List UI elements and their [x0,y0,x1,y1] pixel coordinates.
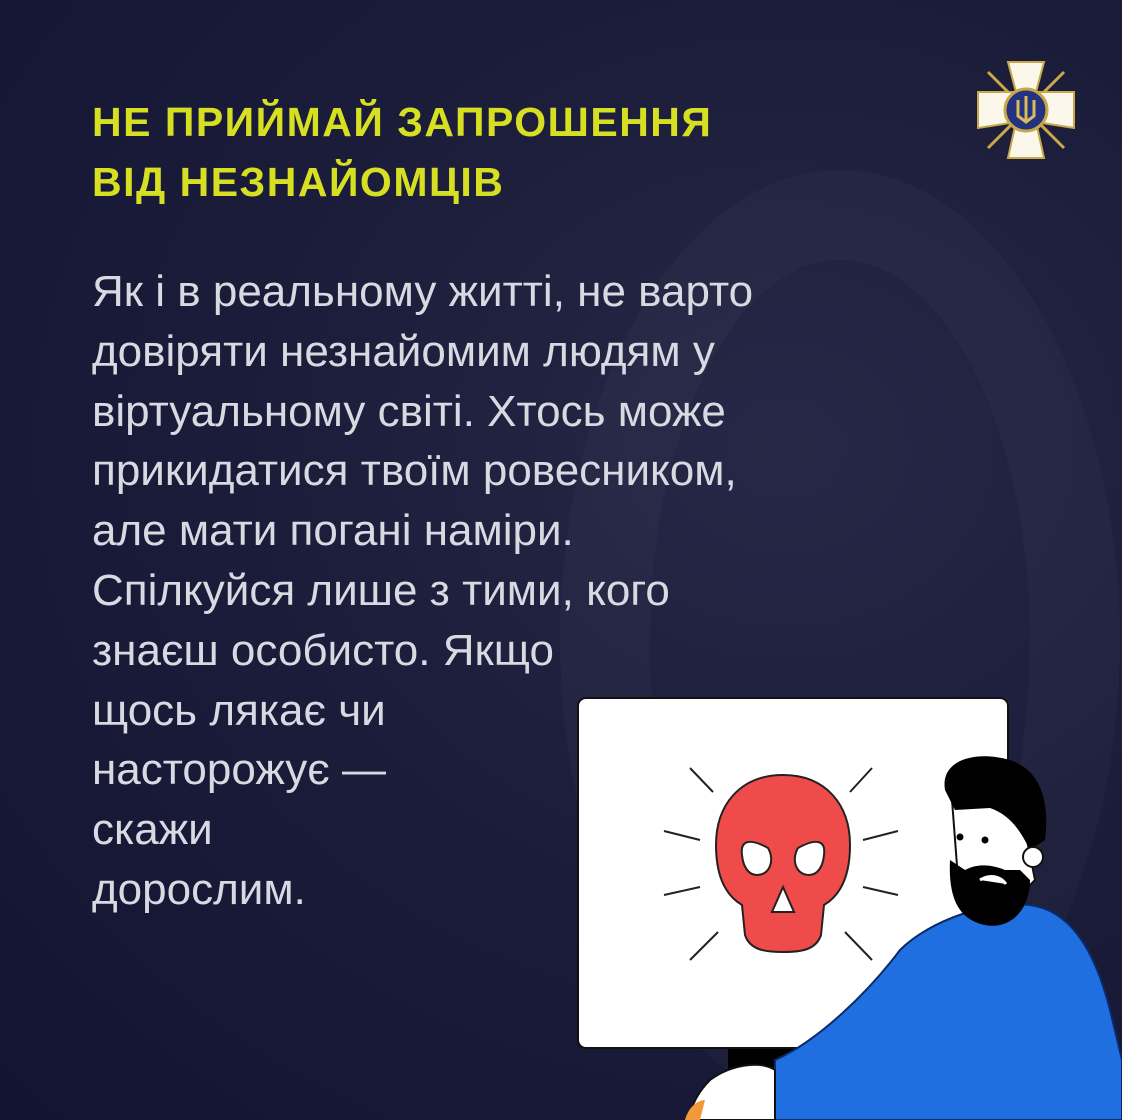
body-line: віртуальному світі. Хтось може [92,386,726,436]
body-line: але мати погані наміри. [92,506,574,556]
body-line: скажи [92,805,213,855]
body-line: довіряти незнайомим людям у [92,326,715,376]
body-line: насторожує — [92,745,386,795]
body-line: знаєш особисто. Якщо [92,625,554,675]
body-line: прикидатися твоїм ровесником, [92,446,737,496]
body-line: Як і в реальному житті, не варто [92,267,754,316]
title-line: ВІД НЕЗНАЙОМЦІВ [92,159,505,205]
body-line: щось лякає чи [92,685,386,735]
body-line: Спілкуйся лише з тими, кого [92,565,670,615]
title-line: НЕ ПРИЙМАЙ ЗАПРОШЕННЯ [92,99,713,145]
person-hand [690,1065,775,1120]
body-line: дорослим. [92,864,306,914]
